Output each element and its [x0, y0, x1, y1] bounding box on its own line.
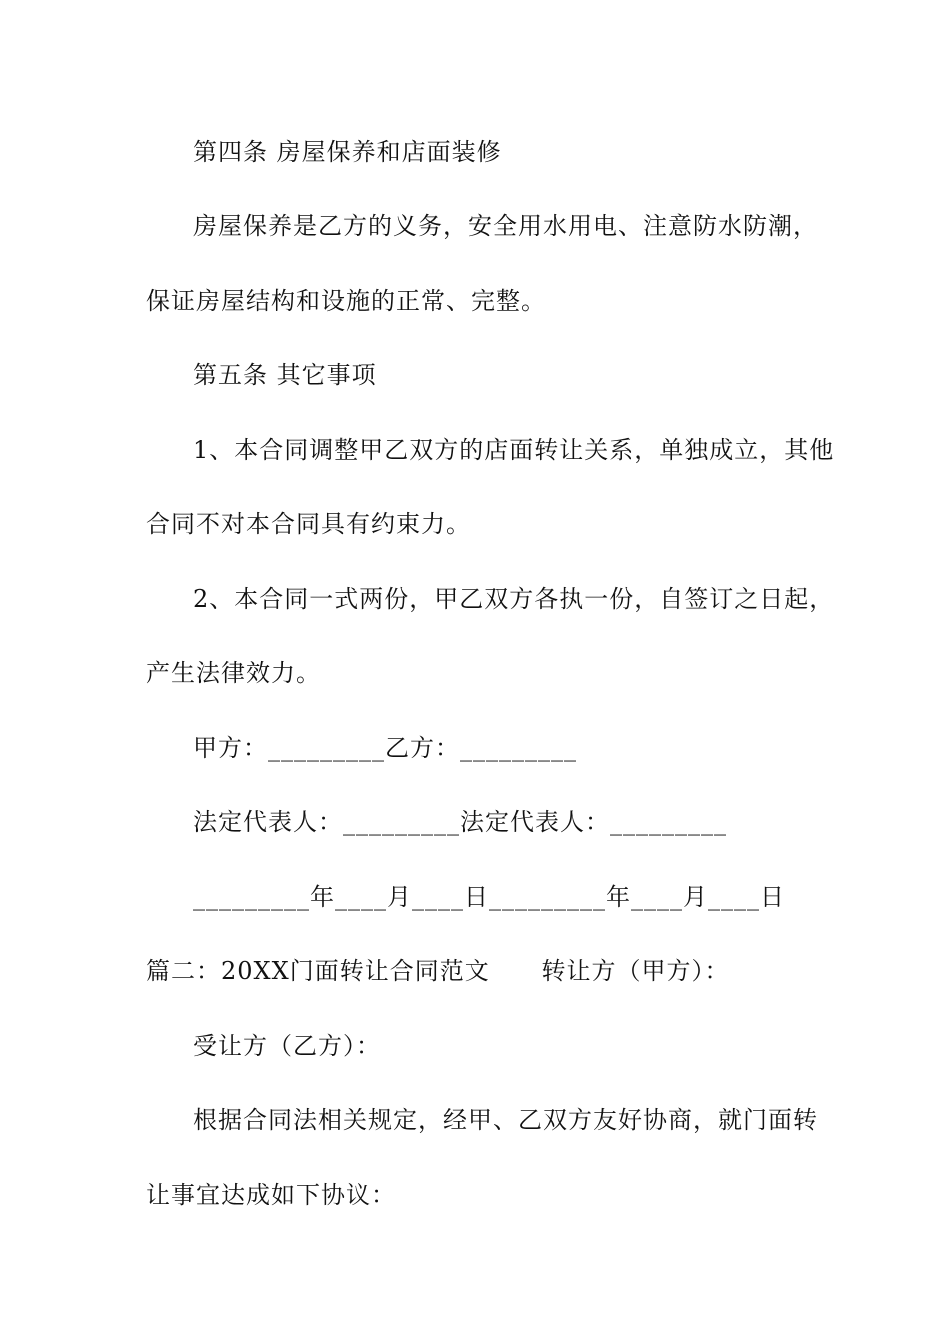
- paragraph-line: 1、本合同调整甲乙双方的店面转让关系，单独成立，其他: [193, 436, 835, 464]
- paragraph-line: 根据合同法相关规定，经甲、乙双方友好协商，就门面转: [193, 1106, 818, 1134]
- paragraph-line: 2、本合同一式两份，甲乙双方各执一份，自签订之日起，: [193, 585, 835, 613]
- paragraph-line: 产生法律效力。: [146, 659, 321, 687]
- date-line: _________年____月____日_________年____月____日: [193, 883, 785, 911]
- article-4-heading: 第四条 房屋保养和店面装修: [193, 138, 502, 166]
- article-5-heading: 第五条 其它事项: [193, 361, 377, 389]
- paragraph-line: 合同不对本合同具有约束力。: [146, 510, 471, 538]
- paragraph-line: 让事宜达成如下协议：: [146, 1181, 396, 1209]
- party-signature-line: 甲方：_________乙方：_________: [193, 734, 577, 762]
- section-heading: 篇二：20XX门面转让合同范文 转让方（甲方）：: [146, 957, 730, 985]
- paragraph-line: 受让方（乙方）：: [193, 1032, 381, 1060]
- paragraph-line: 房屋保养是乙方的义务，安全用水用电、注意防水防潮，: [193, 212, 818, 240]
- representative-signature-line: 法定代表人：_________法定代表人：_________: [193, 808, 727, 836]
- paragraph-line: 保证房屋结构和设施的正常、完整。: [146, 287, 546, 315]
